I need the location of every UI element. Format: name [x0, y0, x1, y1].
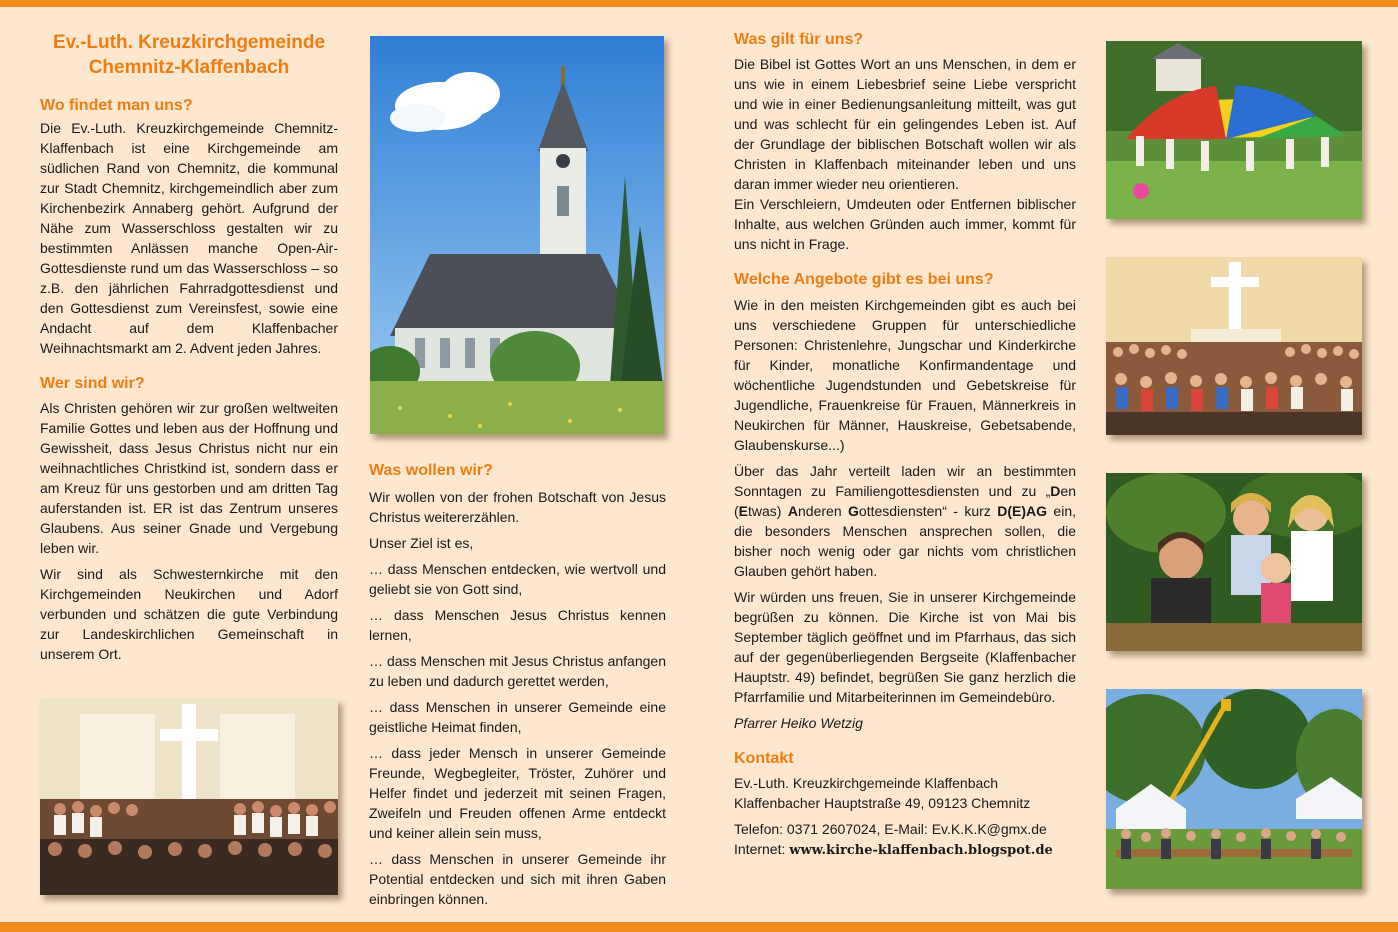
want-item: … dass Menschen mit Jesus Christus anfangen zu leben und dadurch gerettet werden, — [369, 653, 666, 689]
title-line-1: Ev.-Luth. Kreuzkirchgemeinde — [52, 32, 326, 53]
column-middle — [369, 461, 666, 915]
word-rest-g: ottesdiensten“ - kurz — [858, 503, 998, 519]
heading-valid: Was gilt für uns? — [734, 31, 864, 48]
want-item: … dass Menschen entdecken, wie wertvoll und geliebt sie von Gott sind, — [369, 561, 666, 597]
heading-want: Was wollen wir? — [369, 462, 493, 479]
offers-text-2a: Über das Jahr verteilt laden wir an bestimmten Sonntagen zu Familiengottesdiensten und zu „ — [734, 463, 1076, 499]
offers-text-3: Wir würden uns freuen, Sie in unserer Kirchgemeinde begrüßen zu können. Die Kirche ist von Mai bis September täglich geöffnet und im Pfarrhaus, das sich auf der gegenüberliegenden Bergseite (Klaffenbacher Hauptstr. 49) befindet, begrüßen Sie ganz herzlich die Pfarrfamilie und Mitarbeiterinnen im Gemeindebüro. — [734, 589, 1076, 705]
photo-people-laughing — [1106, 473, 1362, 651]
photo-outdoor-festival — [1106, 689, 1362, 889]
contact-internet — [734, 839, 1076, 861]
page-title — [40, 30, 338, 80]
column-left — [40, 30, 338, 670]
photo-church-exterior — [370, 36, 664, 434]
contact-line-1: Ev.-Luth. Kreuzkirchgemeinde Klaffenbach — [734, 775, 999, 791]
website-link[interactable]: www.kirche-klaffenbach.blogspot.de — [789, 843, 1053, 858]
heading-who: Wer sind wir? — [40, 375, 145, 392]
contact-line-2: Klaffenbacher Hauptstraße 49, 09123 Chemnitz — [734, 795, 1031, 811]
word-rest-d: en ( — [734, 483, 1076, 519]
want-goal: Unser Ziel ist es, — [369, 535, 474, 551]
word-rest-a: nderen — [798, 503, 849, 519]
letter-a: A — [787, 503, 799, 519]
letter-d: D — [1050, 483, 1061, 499]
acronym-deag: D(E)AG — [997, 503, 1048, 519]
bottom-accent-bar — [0, 922, 1398, 932]
who-text-2: Wir sind als Schwesternkirche mit den Kirchgemeinden Neukirchen und Adorf verbunden und schätzen die gute Verbindung zur Landeskirchlichen Gemeinschaft in unserem Ort. — [40, 566, 338, 662]
column-right — [734, 30, 1076, 861]
contact-phone-email: Telefon: 0371 2607024, E-Mail: Ev.K.K.K@gmx.de — [734, 821, 1047, 837]
heading-where: Wo findet man uns? — [40, 97, 193, 114]
letter-g: G — [848, 503, 859, 519]
offers-text-2b: ein, die besonders Menschen ansprechen sollen, die bisher noch wenig oder gar nichts vom christlichen Glauben gehört haben. — [734, 503, 1077, 579]
letter-e: E — [738, 503, 749, 519]
offers-text-1: Wie in den meisten Kirchgemeinden gibt es auch bei uns verschiedene Gruppen für unterschiedliche Personen: Christenlehre, Jungschar und Kinderkirche für Kinder, monatliche Konfirmandentage und wöchentliche Jugendstunden und Gebetskreise für Jugendliche, Frauenkreise für Frauen, Männerkreis in Neukirchen für Männer, Hauskreise, Gebetsabende, Glaubenskurse...) — [734, 297, 1076, 453]
photo-choir-church — [40, 699, 338, 895]
photo-children-church — [1106, 257, 1362, 435]
heading-contact: Kontakt — [734, 750, 794, 767]
heading-offers: Welche Angebote gibt es bei uns? — [734, 271, 994, 288]
want-item: … dass Menschen in unserer Gemeinde eine geistliche Heimat finden, — [369, 699, 666, 735]
valid-text-2: Ein Verschleiern, Umdeuten oder Entfernen biblischer Inhalte, aus welchen Gründen auch immer, kommt für uns nicht in Frage. — [734, 196, 1076, 252]
signature: Pfarrer Heiko Wetzig — [734, 715, 863, 731]
top-accent-bar — [0, 0, 1398, 7]
who-text-1: Als Christen gehören wir zur großen weltweiten Familie Gottes und leben aus der Hoffnung und Gewissheit, dass Jesus Christus nicht nur ein weihnachtliches Christkind ist, sondern dass er am Kreuz für uns gestorben und am dritten Tag auferstanden ist. ER ist das Zentrum unseres Glaubens. Aus seiner Gnade und Vergebung leben wir. — [40, 400, 338, 556]
title-line-2: Chemnitz-Klaffenbach — [88, 57, 290, 78]
want-intro: Wir wollen von der frohen Botschaft von Jesus Christus weitererzählen. — [369, 489, 666, 525]
want-item: … dass jeder Mensch in unserer Gemeinde Freunde, Wegbegleiter, Tröster, Zuhörer und Helfer findet und jederzeit mit seinen Fragen, Zweifeln und Freuden offenen Arme entdeckt und keiner allein sein muss, — [369, 745, 666, 841]
want-item: … dass Menschen in unserer Gemeinde ihr Potential entdecken und sich mit ihren Gaben einbringen können. — [369, 851, 666, 907]
want-item: … dass Menschen Jesus Christus kennen lernen, — [369, 607, 666, 643]
valid-text-1: Die Bibel ist Gottes Wort an uns Menschen, in dem er uns wie in einem Liebesbrief seine Liebe verspricht und wie in einer Bedienungsanleitung mitteilt, was gut und was schlecht für ein gelingendes Leben ist. Auf der Grundlage der biblischen Botschaft wollen wir als Christen in Klaffenbach miteinander leben und uns daran immer wieder neu orientieren. — [734, 56, 1076, 192]
word-rest-e: twas) — [748, 503, 788, 519]
where-text: Die Ev.-Luth. Kreuzkirchgemeinde Chemnitz-Klaffenbach ist eine Kirchgemeinde am südlichen Rand von Chemnitz, die kommunal zur Stadt Chemnitz, kirchgemeindlich aber zum Kirchenbezirk Annaberg gehört. Aufgrund der Nähe zum Wasserschloss gestalten wir zu bestimmten Anlässen manche Open-Air-Gottesdienste rund um das Wasserschloss – so z.B. den jährlichen Fahrradgottesdienst und den Gottesdienst zum Vereinsfest, sowie eine Andacht auf dem Klaffenbacher Weihnachtsmarkt am 2. Advent jeden Jahres. — [40, 120, 338, 356]
internet-label: Internet: — [734, 841, 790, 857]
photo-parachute-game — [1106, 41, 1362, 219]
offers-text-2 — [734, 461, 1076, 581]
